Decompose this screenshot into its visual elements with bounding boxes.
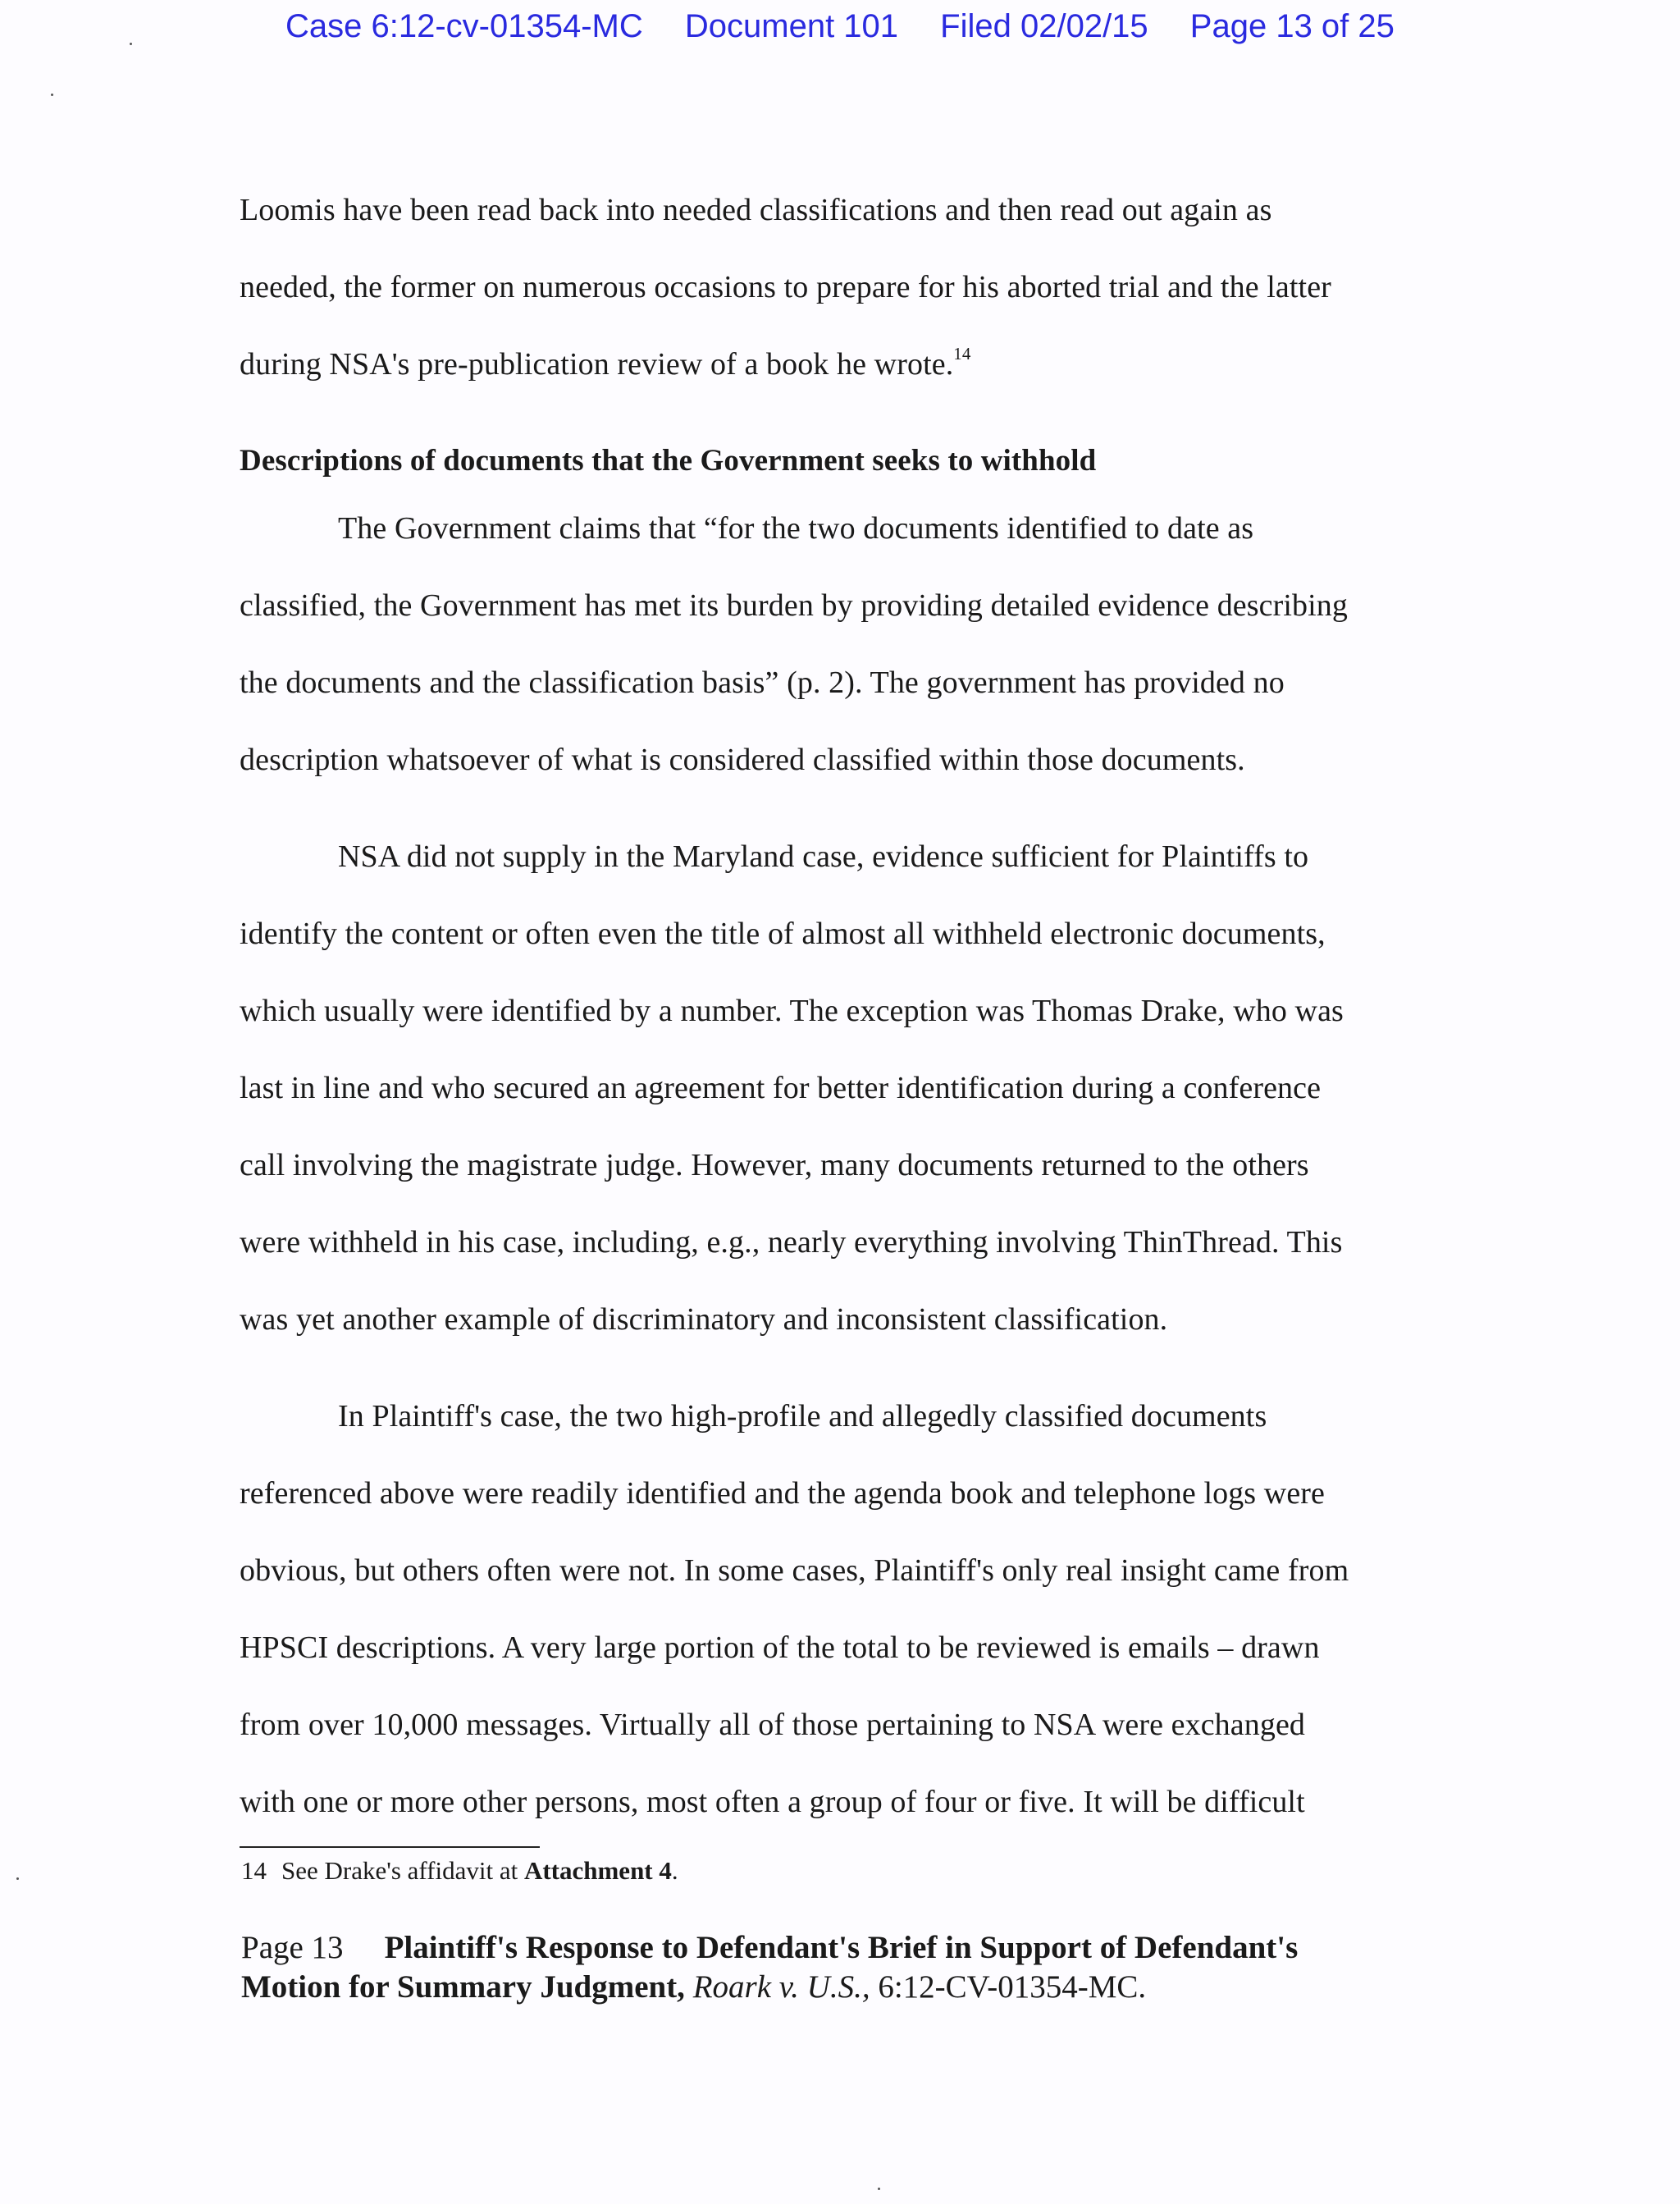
body-line: identify the content or often even the title of almost all withheld electronic documents, (240, 917, 1326, 951)
body-line: was yet another example of discriminatory and inconsistent classification. (240, 1302, 1168, 1337)
body-line: last in line and who secured an agreement for better identification during a conference (240, 1071, 1322, 1105)
footer-page-number: Page 13 (241, 1930, 344, 1965)
footer-case-name: Roark v. U.S., (692, 1969, 870, 2005)
document-number: Document 101 (684, 8, 899, 44)
body-line: referenced above were readily identified and the agenda book and telephone logs were (240, 1476, 1326, 1511)
footnote-text: See Drake's affidavit at (281, 1856, 524, 1885)
body-line: obvious, but others often were not. In some cases, Plaintiff's only real insight came from (240, 1553, 1349, 1588)
scan-speck (51, 94, 53, 96)
section-heading: Descriptions of documents that the Government seeks to withhold (240, 444, 1097, 478)
footer-line-1 (241, 1928, 1298, 1968)
footer-title-cont: Motion for Summary Judgment, (241, 1969, 685, 2005)
body-line: from over 10,000 messages. Virtually all of those pertaining to NSA were exchanged (240, 1708, 1306, 1742)
footnote-end: . (671, 1856, 678, 1885)
body-line (240, 346, 971, 382)
body-line: NSA did not supply in the Maryland case, evidence sufficient for Plaintiffs to (338, 839, 1309, 874)
body-line: the documents and the classification basis” (p. 2). The government has provided no (240, 665, 1285, 700)
scan-speck (878, 2188, 880, 2190)
footnote-divider (240, 1846, 540, 1848)
body-line: Loomis have been read back into needed classifications and then read out again as (240, 193, 1272, 227)
body-text: during NSA's pre-publication review of a book he wrote. (240, 347, 954, 382)
body-line: with one or more other persons, most often a group of four or five. It will be difficult (240, 1785, 1305, 1819)
footer-case-number: 6:12-CV-01354-MC. (878, 1969, 1147, 2005)
footnote-attachment: Attachment 4 (523, 1856, 672, 1885)
body-line: The Government claims that “for the two documents identified to date as (338, 511, 1254, 546)
body-line: were withheld in his case, including, e.g., nearly everything involving ThinThread. This (240, 1225, 1343, 1260)
footer-title: Plaintiff's Response to Defendant's Brief in Support of Defendant's (384, 1930, 1299, 1965)
body-line: classified, the Government has met its burden by providing detailed evidence describing (240, 588, 1348, 623)
footer-line-2 (241, 1968, 1298, 2007)
footnote-number: 14 (241, 1856, 267, 1885)
page-count: Page 13 of 25 (1189, 8, 1395, 44)
page-footer (241, 1928, 1298, 2007)
case-number: Case 6:12-cv-01354-MC (285, 8, 643, 44)
scan-speck (130, 43, 132, 45)
body-line: In Plaintiff's case, the two high-profile and allegedly classified documents (338, 1399, 1267, 1434)
footnote (241, 1856, 678, 1886)
body-line: which usually were identified by a number. The exception was Thomas Drake, who was (240, 994, 1344, 1028)
body-line: description whatsoever of what is considered classified within those documents. (240, 743, 1245, 777)
footnote-reference[interactable]: 14 (953, 344, 971, 364)
scan-speck (16, 1877, 19, 1880)
filing-header (285, 8, 1395, 45)
filed-date: Filed 02/02/15 (940, 8, 1148, 44)
body-line: needed, the former on numerous occasions to prepare for his aborted trial and the latter (240, 270, 1331, 304)
body-line: call involving the magistrate judge. However, many documents returned to the others (240, 1148, 1309, 1182)
body-line: HPSCI descriptions. A very large portion of the total to be reviewed is emails – drawn (240, 1630, 1320, 1665)
